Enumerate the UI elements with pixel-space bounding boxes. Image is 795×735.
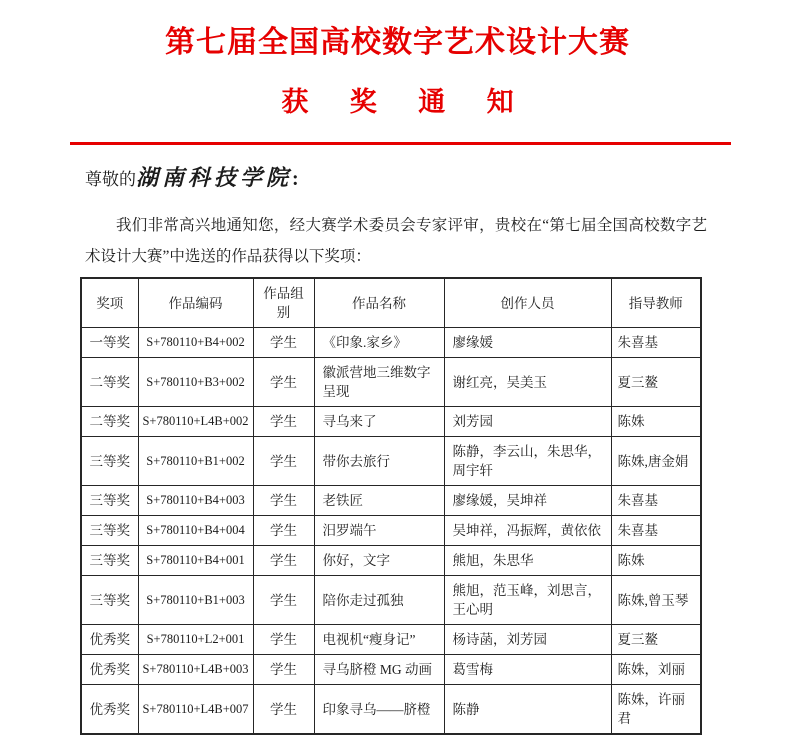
cell-creators: 葛雪梅: [444, 655, 611, 685]
cell-creators: 廖缘媛: [444, 328, 611, 358]
table-row: [81, 407, 701, 437]
cell-creators: 谢红亮，吴美玉: [444, 358, 611, 407]
table-row: [81, 358, 701, 407]
cell-work-title: 寻乌脐橙 MG 动画: [314, 655, 444, 685]
table-row: [81, 328, 701, 358]
table-row: [81, 576, 701, 625]
cell-group: 学生: [253, 486, 314, 516]
header-row: [81, 278, 701, 328]
cell-award: 三等奖: [81, 576, 138, 625]
table-row: [81, 625, 701, 655]
cell-teachers: 夏三鳌: [611, 625, 701, 655]
awards-table-head: [81, 278, 701, 328]
cell-creators: 陈静，李云山，朱思华，周宇轩: [444, 437, 611, 486]
cell-teachers: 陈姝,曾玉琴: [611, 576, 701, 625]
column-header: 奖项: [81, 278, 138, 328]
cell-group: 学生: [253, 655, 314, 685]
cell-creators: 陈静: [444, 685, 611, 735]
cell-award: 三等奖: [81, 486, 138, 516]
cell-award: 二等奖: [81, 407, 138, 437]
school-name: 湖南科技学院: [136, 165, 293, 190]
document-subtitle: 获 奖 通 知: [281, 87, 530, 118]
cell-award: 优秀奖: [81, 655, 138, 685]
table-row: [81, 437, 701, 486]
cell-work-title: 印象寻乌——脐橙: [314, 685, 444, 735]
cell-teachers: 陈姝,唐金娟: [611, 437, 701, 486]
notice-paragraph: 我们非常高兴地通知您，经大赛学术委员会专家评审，贵校在“第七届全国高校数字艺术设计大赛”中选送的作品获得以下奖项：: [85, 217, 707, 265]
column-header: 创作人员: [444, 278, 611, 328]
cell-teachers: 陈姝，许丽君: [611, 685, 701, 735]
cell-group: 学生: [253, 625, 314, 655]
cell-creators: 吴坤祥，冯振辉，黄依依: [444, 516, 611, 546]
table-row: [81, 655, 701, 685]
greeting-prefix: 尊敬的: [85, 170, 136, 189]
cell-code: S+780110+L2+001: [138, 625, 253, 655]
cell-work-title: 寻乌来了: [314, 407, 444, 437]
cell-award: 优秀奖: [81, 685, 138, 735]
cell-group: 学生: [253, 437, 314, 486]
cell-code: S+780110+B3+002: [138, 358, 253, 407]
cell-work-title: 带你去旅行: [314, 437, 444, 486]
cell-award: 一等奖: [81, 328, 138, 358]
cell-code: S+780110+B4+001: [138, 546, 253, 576]
cell-award: 三等奖: [81, 546, 138, 576]
cell-creators: 杨诗菡，刘芳园: [444, 625, 611, 655]
cell-teachers: 陈姝: [611, 407, 701, 437]
cell-code: S+780110+B4+002: [138, 328, 253, 358]
table-row: [81, 546, 701, 576]
cell-creators: 熊旭，范玉峰，刘思言，王心明: [444, 576, 611, 625]
cell-code: S+780110+L4B+002: [138, 407, 253, 437]
cell-teachers: 朱喜基: [611, 516, 701, 546]
column-header: 指导教师: [611, 278, 701, 328]
cell-work-title: 陪你走过孤独: [314, 576, 444, 625]
cell-creators: 熊旭，朱思华: [444, 546, 611, 576]
column-header: 作品编码: [138, 278, 253, 328]
cell-teachers: 朱喜基: [611, 486, 701, 516]
document-title: 第七届全国高校数字艺术设计大赛: [165, 25, 630, 60]
cell-code: S+780110+L4B+007: [138, 685, 253, 735]
cell-teachers: 夏三鳌: [611, 358, 701, 407]
cell-teachers: 陈姝: [611, 546, 701, 576]
cell-work-title: 汨罗端午: [314, 516, 444, 546]
table-row: [81, 685, 701, 735]
cell-code: S+780110+B1+002: [138, 437, 253, 486]
cell-group: 学生: [253, 546, 314, 576]
cell-work-title: 你好，文字: [314, 546, 444, 576]
table-row: [81, 486, 701, 516]
cell-creators: 刘芳园: [444, 407, 611, 437]
cell-work-title: 电视机“瘦身记”: [314, 625, 444, 655]
awards-table-body: [81, 328, 701, 735]
cell-code: S+780110+B4+004: [138, 516, 253, 546]
cell-group: 学生: [253, 516, 314, 546]
cell-award: 三等奖: [81, 437, 138, 486]
cell-group: 学生: [253, 685, 314, 735]
cell-teachers: 陈姝，刘丽: [611, 655, 701, 685]
cell-group: 学生: [253, 576, 314, 625]
cell-code: S+780110+L4B+003: [138, 655, 253, 685]
cell-group: 学生: [253, 358, 314, 407]
cell-award: 优秀奖: [81, 625, 138, 655]
greeting-line: [85, 161, 795, 196]
greeting-colon: :: [292, 168, 299, 190]
title-divider-rule: [70, 142, 731, 145]
cell-award: 二等奖: [81, 358, 138, 407]
cell-award: 三等奖: [81, 516, 138, 546]
awards-table: [80, 277, 702, 735]
cell-group: 学生: [253, 328, 314, 358]
document-page: [0, 22, 795, 726]
cell-creators: 廖缘媛，吴坤祥: [444, 486, 611, 516]
cell-code: S+780110+B1+003: [138, 576, 253, 625]
table-row: [81, 516, 701, 546]
cell-teachers: 朱喜基: [611, 328, 701, 358]
cell-group: 学生: [253, 407, 314, 437]
cell-work-title: 《印象.家乡》: [314, 328, 444, 358]
cell-code: S+780110+B4+003: [138, 486, 253, 516]
cell-work-title: 老铁匠: [314, 486, 444, 516]
column-header: 作品组别: [253, 278, 314, 328]
column-header: 作品名称: [314, 278, 444, 328]
cell-work-title: 徽派营地三维数字呈现: [314, 358, 444, 407]
